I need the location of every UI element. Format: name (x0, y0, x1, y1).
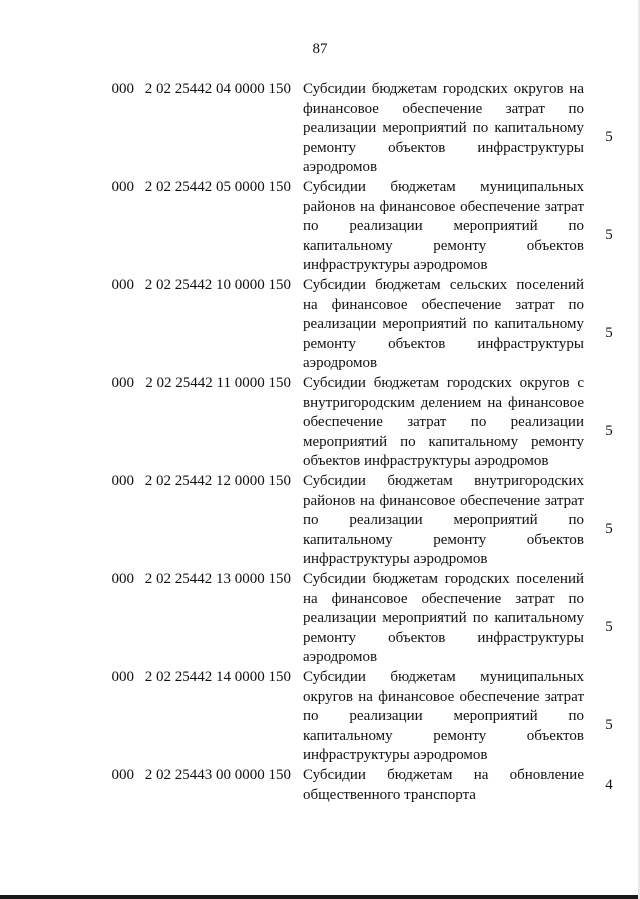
description-line: на финансовое обеспечение затрат по (303, 296, 584, 313)
admin-code: 000 (111, 375, 134, 391)
description-line: Субсидии бюджетам муниципальных (303, 669, 584, 685)
page-reference: 5 (605, 619, 613, 635)
description-line: аэродромов (303, 649, 378, 665)
table-row (0, 766, 640, 862)
admin-code: 000 (111, 81, 134, 97)
description-line: на финансовое обеспечение затрат по (303, 590, 584, 607)
table-row (0, 374, 640, 470)
description-line: по реализации мероприятий по (303, 708, 584, 724)
table-row (0, 668, 640, 764)
description-line: ремонту объектов инфраструктуры (303, 335, 584, 352)
description-line: обеспечение затрат по реализации (303, 414, 584, 430)
description-line: Субсидии бюджетам городских поселений (303, 571, 584, 587)
description-line: инфраструктуры аэродромов (303, 747, 488, 763)
description-line: по реализации мероприятий по (303, 512, 584, 528)
budget-classification-code: 2 02 25442 14 0000 150 (144, 669, 291, 685)
description-line: округов на финансовое обеспечение затрат (303, 688, 584, 705)
budget-classification-code: 2 02 25443 00 0000 150 (144, 767, 291, 783)
description-line: по реализации мероприятий по (303, 218, 584, 234)
description-line: капитальному ремонту объектов (303, 237, 584, 254)
admin-code: 000 (111, 669, 134, 685)
admin-code: 000 (111, 571, 134, 587)
admin-code: 000 (111, 277, 134, 293)
description-line: районов на финансовое обеспечение затрат (303, 492, 584, 509)
table-row (0, 276, 640, 372)
description-line: районов на финансовое обеспечение затрат (303, 198, 584, 215)
budget-classification-code: 2 02 25442 04 0000 150 (144, 81, 291, 97)
page-reference: 5 (605, 423, 613, 439)
table-row (0, 178, 640, 274)
description-line: инфраструктуры аэродромов (303, 257, 488, 273)
description-line: объектов инфраструктуры аэродромов (303, 453, 549, 469)
page-reference: 5 (605, 717, 613, 733)
description-line: Субсидии бюджетам муниципальных (303, 179, 584, 195)
description-line: реализации мероприятий по капитальному (303, 316, 584, 332)
page-reference: 5 (605, 325, 613, 341)
description-line: капитальному ремонту объектов (303, 531, 584, 548)
page-number: 87 (312, 41, 328, 57)
page-reference: 5 (605, 521, 613, 537)
admin-code: 000 (111, 473, 134, 489)
table-row (0, 570, 640, 666)
description-line: аэродромов (303, 159, 378, 175)
budget-classification-code: 2 02 25442 05 0000 150 (144, 179, 291, 195)
description-line: реализации мероприятий по капитальному (303, 610, 584, 626)
description-line: внутригородским делением на финансовое (303, 394, 584, 411)
budget-classification-code: 2 02 25442 12 0000 150 (144, 473, 291, 489)
description-line: аэродромов (303, 355, 378, 371)
description-line: ремонту объектов инфраструктуры (303, 629, 584, 646)
budget-classification-code: 2 02 25442 13 0000 150 (144, 571, 291, 587)
description-line: ремонту объектов инфраструктуры (303, 139, 584, 156)
description-line: общественного транспорта (303, 786, 476, 803)
description-line: капитальному ремонту объектов (303, 727, 584, 744)
budget-classification-code: 2 02 25442 11 0000 150 (145, 375, 291, 391)
description-line: Субсидии бюджетам внутригородских (303, 473, 584, 489)
admin-code: 000 (111, 767, 134, 783)
description-line: Субсидии бюджетам сельских поселений (303, 277, 584, 293)
budget-classification-code: 2 02 25442 10 0000 150 (144, 277, 291, 293)
description-line: инфраструктуры аэродромов (303, 551, 488, 567)
description-line: реализации мероприятий по капитальному (303, 120, 584, 136)
description-line: Субсидии бюджетам на обновление (303, 767, 584, 783)
table-row (0, 80, 640, 176)
scan-bottom-edge (0, 895, 640, 899)
description-line: финансовое обеспечение затрат по (303, 100, 584, 117)
description-line: Субсидии бюджетам городских округов на (303, 81, 584, 97)
table-row (0, 472, 640, 568)
description-line: Субсидии бюджетам городских округов с (303, 375, 584, 391)
description-line: мероприятий по капитальному ремонту (303, 433, 584, 450)
page-reference: 4 (605, 777, 613, 793)
page-reference: 5 (605, 227, 613, 243)
page-reference: 5 (605, 129, 613, 145)
admin-code: 000 (111, 179, 134, 195)
